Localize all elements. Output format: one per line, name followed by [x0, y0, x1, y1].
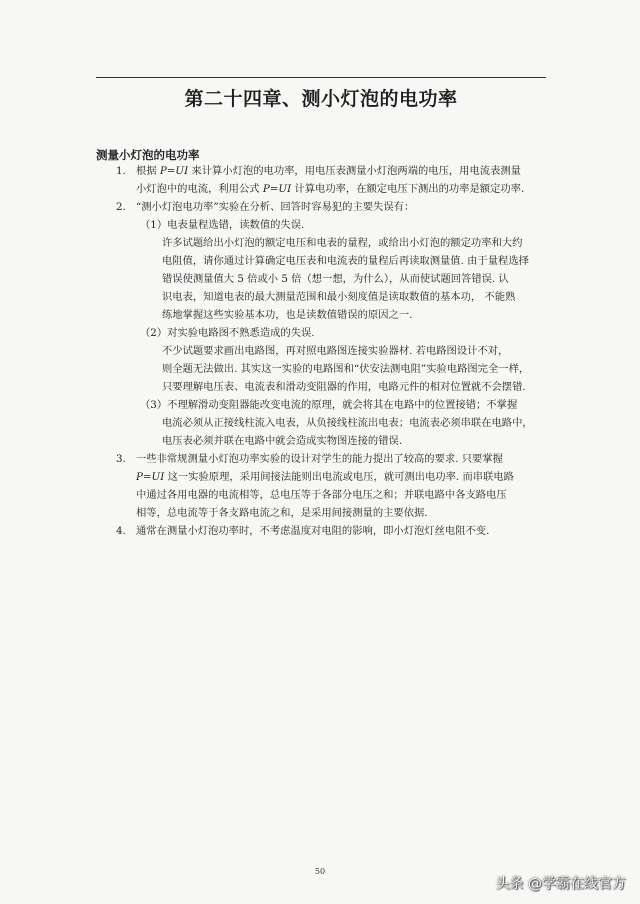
item-2-sub-1-line: 练地掌握这些实验基本功，也是读数值错误的原因之一. — [162, 309, 413, 321]
item-2-sub-3-line: 电流必须从正接线柱流入电表，从负接线柱流出电表；电流表必须串联在电路中， — [162, 417, 533, 429]
item-3-line-1: 一些非常规测量小灯泡功率实验的设计对学生的能力提出了较高的要求. 只要掌握 — [136, 453, 503, 465]
formula-p-ui: P=UI — [262, 183, 292, 195]
page-number: 50 — [314, 867, 326, 876]
item-3-number: 3. — [116, 453, 126, 465]
item-2-intro: “测小灯泡电功率”实验在分析、回答时容易犯的主要失误有： — [136, 201, 415, 213]
item-2-sub-1-line: 许多试题给出小灯泡的额定电压和电表的量程，或给出小灯泡的额定功率和大约 — [162, 237, 523, 249]
item-2-sub-1-line: 电阻值，请你通过计算确定电压表和电流表的量程后再读取测量值. 由于量程选择 — [162, 255, 529, 267]
watermark: 头条 @学霸在线官方 — [495, 876, 626, 892]
formula-p-ui: P=UI — [136, 471, 165, 483]
item-2-sub-2-line: 只要理解电压表、电流表和滑动变阻器的作用，电路元件的相对位置就不会摆错. — [162, 381, 526, 393]
item-2-sub-2-line: 不少试题要求画出电路图，再对照电路图连接实验器材. 若电路图设计不对， — [162, 345, 509, 357]
item-2-sub-2-label: （2）对实验电路图不熟悉造成的失误. — [140, 327, 315, 339]
chapter-title: 第二十四章、测小灯泡的电功率 — [184, 88, 458, 110]
item-1-number: 1. — [116, 165, 126, 177]
item-2-sub-2-line: 则全题无法做出. 其实这一实验的电路图和“伏安法测电阻”实验电路图完全一样， — [162, 363, 530, 375]
formula-p-ui: P=UI — [159, 165, 189, 177]
item-2-sub-3-line: 电压表必须并联在电路中就会造成实物图连接的错误. — [162, 435, 403, 447]
item-1-line-1: 根据 P=UI 来计算小灯泡的电功率，用电压表测量小灯泡两端的电压，用电流表测量 — [136, 165, 521, 177]
item-2-sub-1-label: （1）电表量程选错，读数值的失误. — [140, 219, 305, 231]
item-2-sub-1-line: 错误使测量值大 5 倍或小 5 倍（想一想，为什么），从而使试题回答错误. 认 — [162, 273, 509, 285]
item-4-text: 通常在测量小灯泡功率时，不考虑温度对电阻的影响，即小灯泡灯丝电阻不变. — [136, 525, 490, 537]
item-2-number: 2. — [116, 201, 126, 213]
section-heading: 测量小灯泡的电功率 — [96, 148, 200, 162]
item-3-line-3: 中通过各用电器的电流相等，总电压等于各部分电压之和；并联电路中各支路电压 — [136, 489, 507, 501]
item-1-line-2: 小灯泡中的电流，利用公式 P=UI 计算电功率，在额定电压下测出的功率是额定功率. — [136, 183, 525, 195]
item-4-number: 4. — [116, 525, 126, 537]
item-2-sub-1-line: 识电表，知道电表的最大测量范围和最小刻度值是读取数值的基本功， 不能熟 — [162, 291, 516, 303]
item-2-sub-3-label: （3）不理解滑动变阻器能改变电流的原理，就会将其在电路中的位置接错；不掌握 — [140, 399, 518, 411]
header-rule — [96, 77, 546, 78]
item-3-line-2: P=UI 这一实验原理，采用间接法能则出电流或电压，就可测出电功率. 而串联电路 — [136, 471, 514, 483]
item-3-line-4: 相等，总电流等于各支路电流之和，是采用间接测量的主要依据. — [136, 507, 428, 519]
